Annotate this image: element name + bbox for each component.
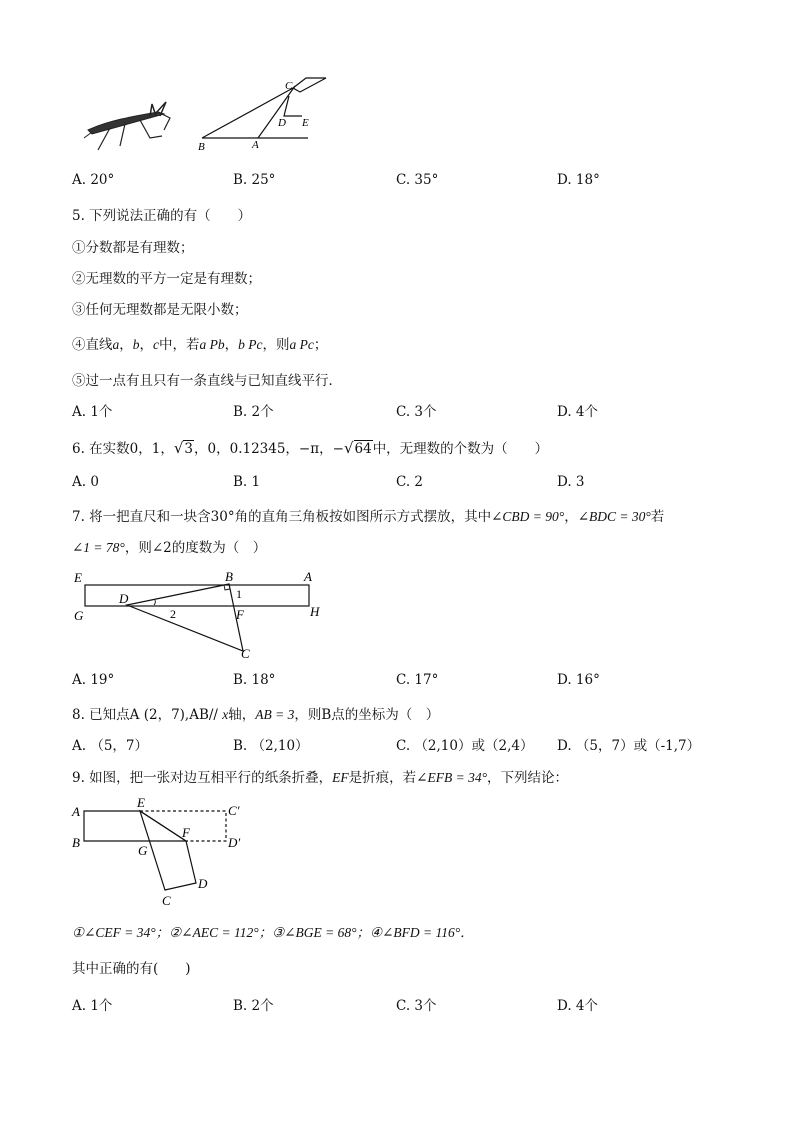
mantis-illustration [84, 102, 170, 150]
q4-option-a[interactable]: A. 20° [72, 172, 115, 188]
q7-figure [68, 565, 338, 661]
triangle-ruler [127, 584, 243, 651]
q9-label-a: A [72, 804, 80, 819]
q8-stem-axis: 轴， [228, 707, 256, 723]
q4-label-d: D [278, 117, 286, 129]
q5-item-4-end: ； [313, 337, 328, 353]
q9-label-c-prime: C′ [228, 803, 240, 818]
q9-stem-mid: 是折痕，若 [348, 770, 417, 786]
q8-option-d[interactable]: D. （5，7）或（-1,7） [557, 738, 701, 754]
q6-option-c[interactable]: C. 2 [396, 474, 424, 490]
q7-condition-bdc: ∠BDC = 30° [577, 509, 651, 524]
relation-3: a Pc [289, 337, 314, 352]
q7-label-g: G [74, 608, 84, 623]
q9-option-b[interactable]: B. 2个 [233, 998, 274, 1014]
q6-option-a[interactable]: A. 0 [72, 474, 99, 490]
q5-item-4: ④直线a，b，c中，若a Pb，b Pc，则a Pc； [72, 337, 328, 353]
q9-label-e: E [137, 795, 145, 810]
q9-option-d[interactable]: D. 4个 [557, 998, 599, 1014]
q4-geometry [202, 78, 326, 138]
q7-label-f: F [236, 607, 244, 622]
relation-1: a Pb [199, 337, 225, 352]
q7-option-c[interactable]: C. 17° [396, 672, 439, 688]
q7-condition-cbd: ∠CBD = 90° [491, 509, 565, 524]
q5-option-d[interactable]: D. 4个 [557, 404, 599, 420]
q7-option-a[interactable]: A. 19° [72, 672, 115, 688]
q7-stem-question: ，则∠2的度数为（ ） [124, 540, 267, 556]
q9-option-c[interactable]: C. 3个 [396, 998, 437, 1014]
q7-stem-if: 若 [650, 509, 665, 525]
q9-label-d: D [198, 876, 208, 891]
q9-label-c: C [162, 893, 171, 907]
q7-label-angle-2: 2 [170, 607, 176, 621]
q7-label-c: C [241, 646, 250, 661]
var-b: b [132, 337, 140, 352]
paper-strip [84, 811, 186, 841]
q7-label-angle-1: 1 [236, 587, 242, 601]
sqrt-3: √3 [173, 439, 194, 457]
q9-label-f: F [182, 825, 190, 840]
q9-prompt: 其中正确的有( ) [72, 961, 191, 977]
q5-item-3: ③任何无理数都是无限小数； [72, 302, 248, 318]
q8-option-c[interactable]: C. （2,10）或（2,4） [396, 738, 534, 754]
q7-label-h: H [310, 604, 320, 619]
q9-stem [72, 766, 568, 786]
var-a: a [112, 337, 120, 352]
q4-option-d[interactable]: D. 18° [557, 172, 600, 188]
q7-label-d: D [119, 591, 129, 606]
q9-fold-line: EF [332, 770, 349, 785]
q7-stem-text: 7. 将一把直尺和一块含30°角的直角三角板按如图所示方式摆放，其中 [72, 509, 492, 525]
q5-option-b[interactable]: B. 2个 [233, 404, 274, 420]
q9-option-a[interactable]: A. 1个 [72, 998, 113, 1014]
q7-label-e: E [74, 570, 82, 585]
q6-stem [72, 437, 548, 457]
q9-label-d-prime: D′ [228, 835, 241, 850]
q8-stem-suffix: ，则B点的坐标为（ ） [294, 707, 440, 723]
q7-stem-line-1 [72, 505, 664, 525]
q4-label-a: A [252, 139, 259, 151]
q7-stem-line-2 [72, 536, 266, 556]
q5-option-c[interactable]: C. 3个 [396, 404, 437, 420]
q4-label-b: B [198, 141, 205, 153]
q8-axis-x: x [222, 707, 229, 722]
q8-option-a[interactable]: A. （5，7） [72, 738, 149, 754]
q6-stem-suffix: 中，无理数的个数为（ ） [372, 441, 549, 457]
q6-option-b[interactable]: B. 1 [233, 474, 261, 490]
q5-option-a[interactable]: A. 1个 [72, 404, 113, 420]
var-c: c [153, 337, 159, 352]
q7-separator: ， [564, 509, 578, 525]
q4-label-e: E [302, 117, 309, 129]
q7-label-a: A [304, 569, 312, 584]
q5-item-4-then: ，则 [262, 337, 290, 353]
q9-stem-prefix: 9. 如图，把一张对边互相平行的纸条折叠， [72, 770, 333, 786]
q9-stem-suffix: ，下列结论： [486, 770, 568, 786]
q8-option-b[interactable]: B. （2,10） [233, 738, 309, 754]
q4-figure [80, 72, 340, 164]
q9-label-g: G [138, 843, 148, 858]
q9-figure [68, 795, 258, 907]
q5-item-5: ⑤过一点有且只有一条直线与已知直线平行． [72, 373, 342, 389]
sqrt-64: √64 [343, 439, 372, 457]
q5-item-2: ②无理数的平方一定是有理数； [72, 271, 261, 287]
q7-option-b[interactable]: B. 18° [233, 672, 276, 688]
q6-stem-prefix: 6. 在实数0，1， [72, 441, 174, 457]
q9-label-b: B [72, 835, 80, 850]
q9-condition-efb: ∠EFB = 34° [416, 770, 487, 785]
q7-condition-angle1: ∠1 = 78° [72, 540, 125, 555]
q6-option-d[interactable]: D. 3 [557, 474, 585, 490]
q6-stem-mid: ，0，0.12345，−π，− [194, 441, 344, 457]
q8-stem [72, 703, 439, 723]
q5-item-4-prefix: ④直线 [72, 337, 113, 353]
q5-item-1: ①分数都是有理数； [72, 240, 194, 256]
relation-2: b Pc [238, 337, 263, 352]
q5-stem: 5. 下列说法正确的有（ ） [72, 208, 252, 224]
q7-label-b: B [225, 569, 233, 584]
q9-conclusions: ①∠CEF = 34°；②∠AEC = 112°；③∠BGE = 68°；④∠BFD = 116°． [72, 925, 474, 940]
folded-flap [140, 811, 196, 890]
q4-option-b[interactable]: B. 25° [233, 172, 276, 188]
q5-item-4-mid: 中，若 [159, 337, 200, 353]
q4-option-c[interactable]: C. 35° [396, 172, 439, 188]
q8-length-ab: AB = 3 [255, 707, 295, 722]
q8-stem-prefix: 8. 已知点A (2，7),AB// [72, 707, 223, 723]
q7-option-d[interactable]: D. 16° [557, 672, 600, 688]
q4-label-c: C [285, 80, 293, 92]
